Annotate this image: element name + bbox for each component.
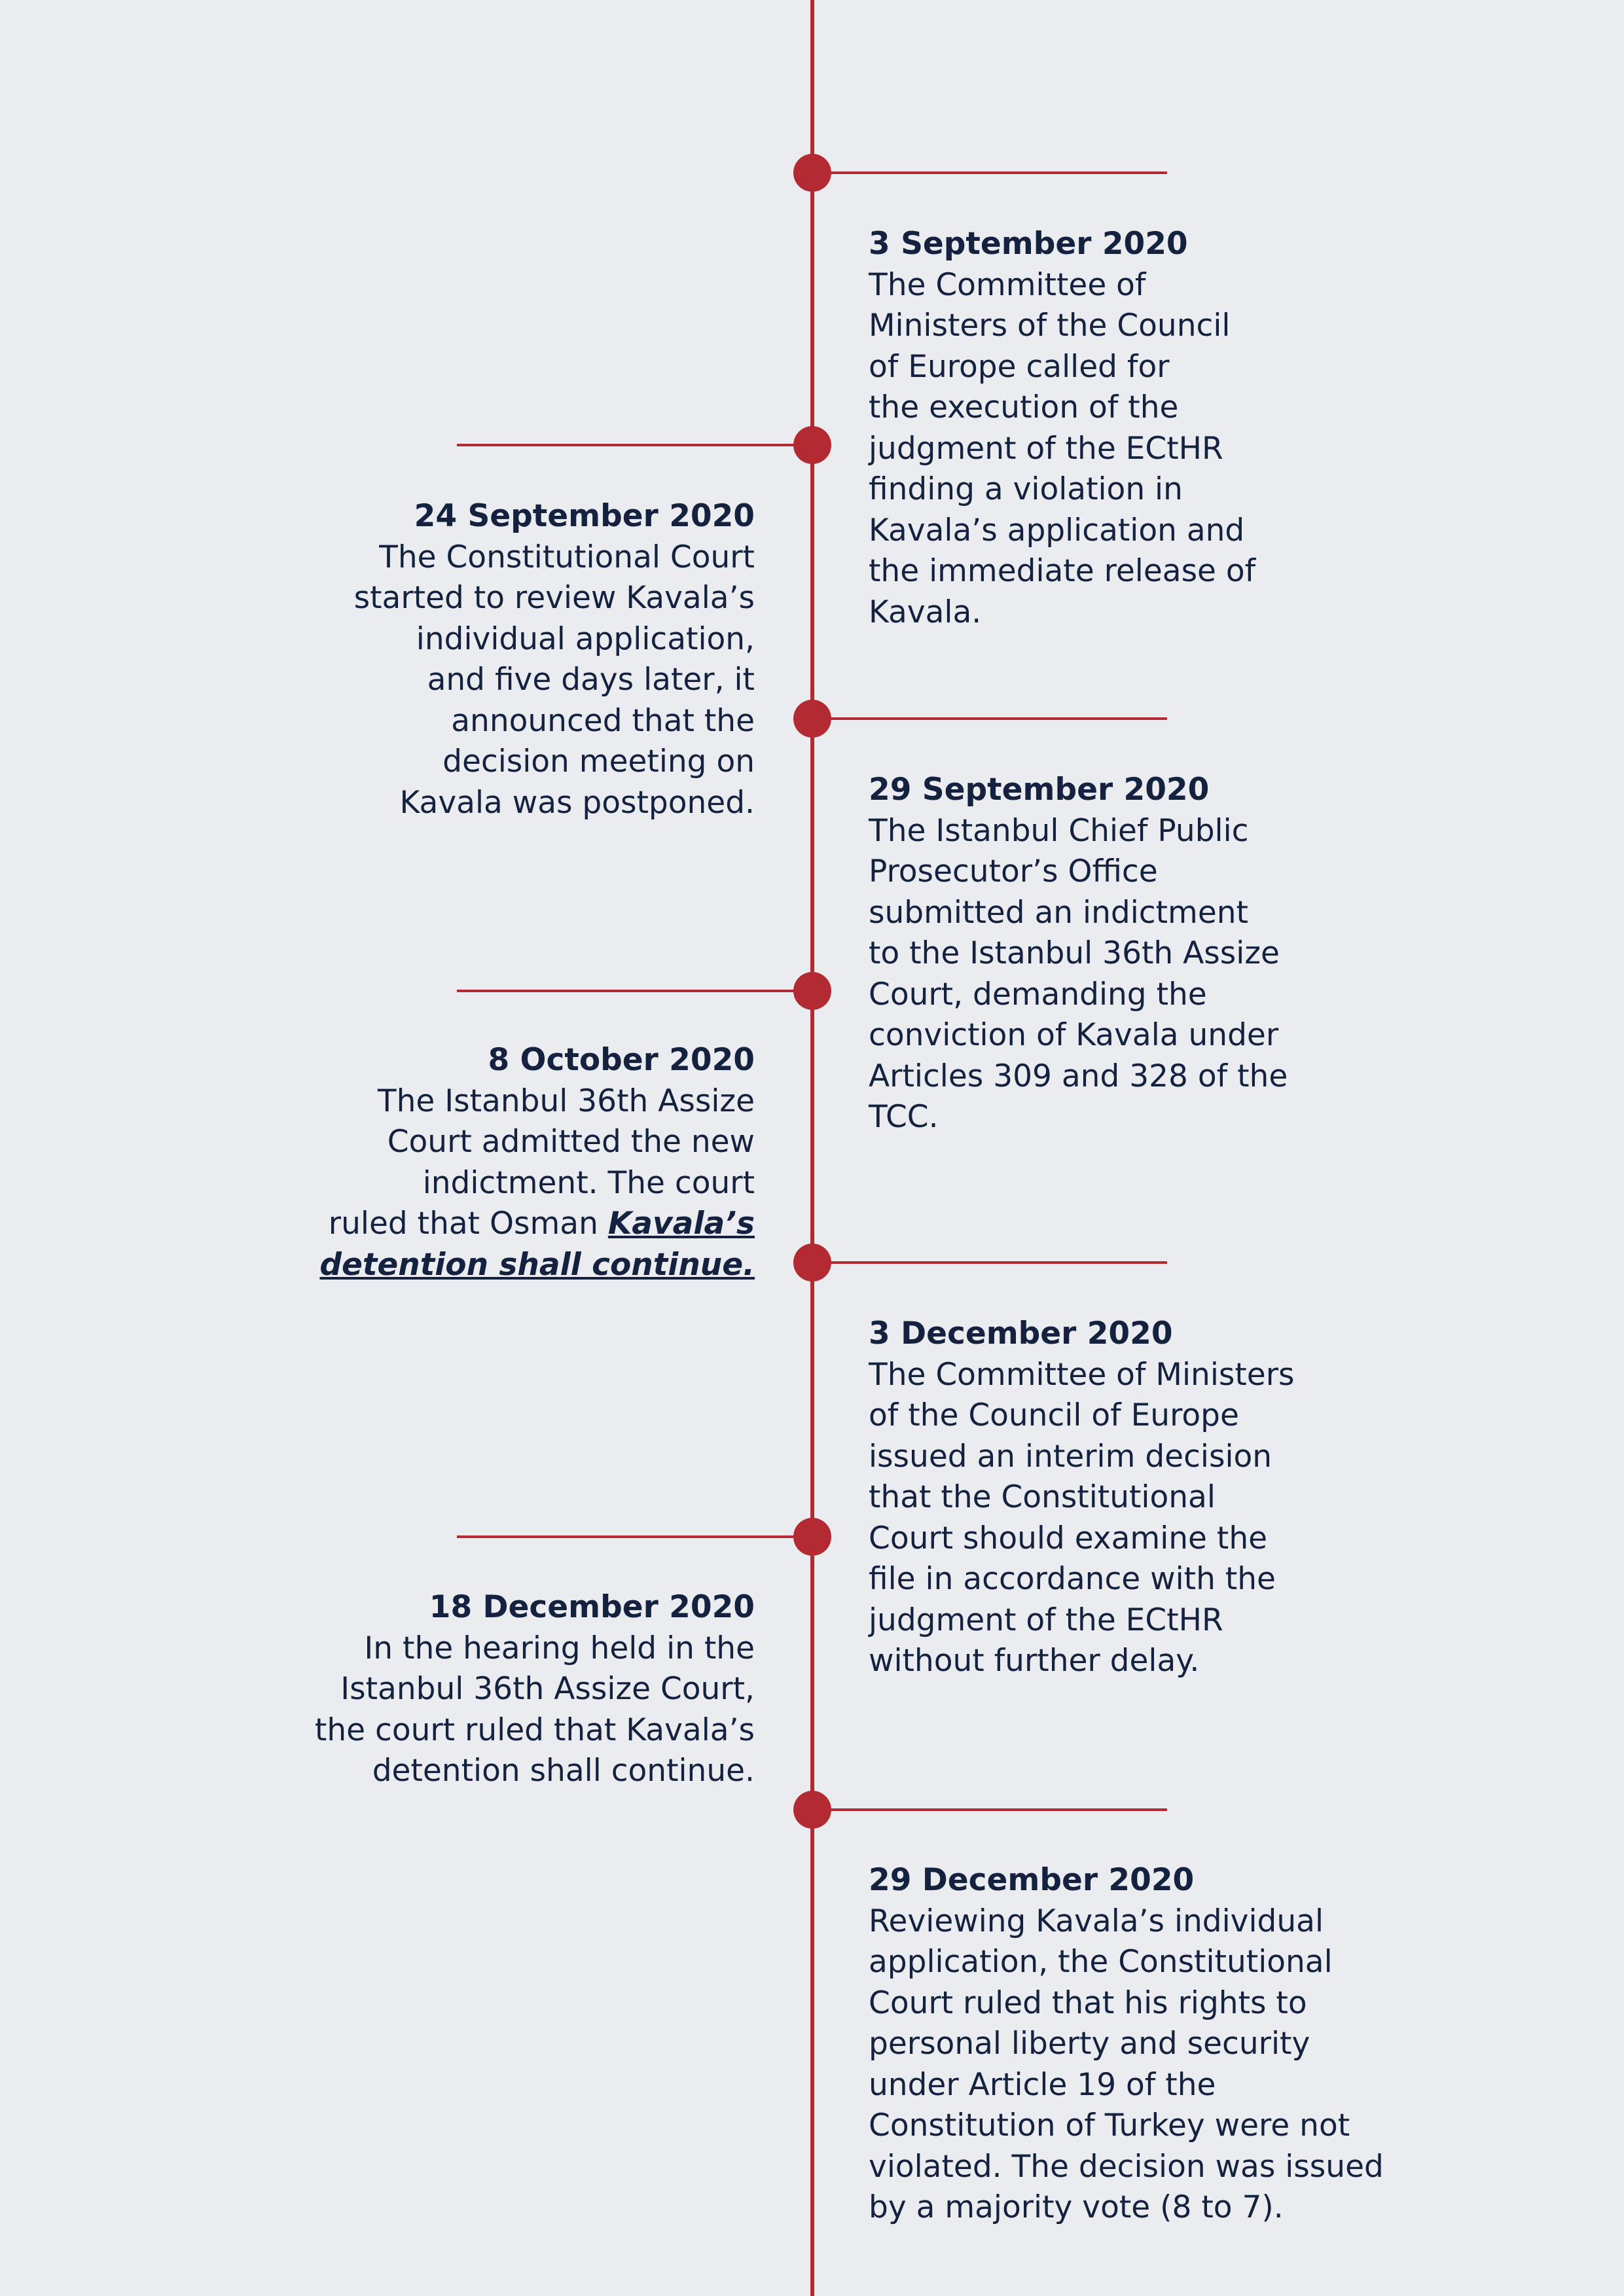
event-date: 18 December 2020 — [429, 1589, 755, 1625]
event-text-line: of the Council of Europe — [869, 1397, 1239, 1433]
event-date: 8 October 2020 — [488, 1042, 755, 1078]
event-text-line: detention shall continue. — [372, 1753, 755, 1789]
event-text-line: the court ruled that Kavala’s — [314, 1712, 755, 1748]
timeline-event-3-september-2020 — [869, 224, 1432, 633]
event-text-line: Reviewing Kavala’s individual — [869, 1903, 1324, 1939]
timeline-connector — [457, 990, 812, 992]
timeline-event-29-september-2020 — [869, 770, 1432, 1138]
timeline-connector — [812, 171, 1167, 174]
event-text-line: Istanbul 36th Assize Court, — [340, 1671, 755, 1707]
event-text-line: personal liberty and security — [869, 2026, 1310, 2062]
event-text-line: to the Istanbul 36th Assize — [869, 935, 1280, 971]
timeline-node — [793, 426, 831, 464]
event-text-line: Court should examine the — [869, 1520, 1268, 1556]
timeline-node — [793, 1244, 831, 1282]
event-text-line: Prosecutor’s Office — [869, 853, 1158, 889]
event-text-line: Kavala. — [869, 594, 982, 630]
event-text-line: under Article 19 of the — [869, 2066, 1216, 2103]
event-text-line: indictment. The court — [422, 1164, 755, 1201]
event-date: 3 September 2020 — [869, 226, 1188, 262]
event-text-line — [249, 1204, 755, 1245]
timeline-node — [793, 1791, 831, 1829]
event-text-line: finding a violation in — [869, 471, 1183, 507]
timeline-axis — [810, 0, 814, 2296]
event-text-line: Constitution of Turkey were not — [869, 2108, 1350, 2144]
timeline-event-18-december-2020 — [249, 1587, 755, 1792]
event-text-line: Kavala’s application and — [869, 512, 1245, 548]
timeline-connector — [457, 444, 812, 446]
timeline-event-8-october-2020 — [249, 1040, 755, 1285]
event-text-line: Court admitted the new — [387, 1124, 755, 1160]
event-text-line: the execution of the — [869, 389, 1179, 425]
event-text-line: Court ruled that his rights to — [869, 1984, 1307, 2021]
timeline-connector — [812, 717, 1167, 720]
event-text-line: announced that the — [451, 702, 755, 739]
timeline-node — [793, 972, 831, 1010]
event-text-line: individual application, — [416, 620, 755, 657]
event-text-line: conviction of Kavala under — [869, 1017, 1279, 1053]
timeline-connector — [812, 1808, 1167, 1811]
event-date: 3 December 2020 — [869, 1316, 1173, 1352]
timeline-event-3-december-2020 — [869, 1314, 1432, 1682]
event-text-line: the immediate release of — [869, 553, 1256, 589]
event-text-line: decision meeting on — [442, 744, 755, 780]
event-date: 29 September 2020 — [869, 772, 1210, 808]
event-text-line: The Committee of Ministers — [869, 1356, 1295, 1393]
event-text-line: that the Constitutional — [869, 1479, 1216, 1515]
timeline-event-29-december-2020 — [869, 1860, 1432, 2229]
event-text-line: TCC. — [869, 1099, 939, 1135]
event-text-line: Ministers of the Council — [869, 308, 1231, 344]
event-text-line: submitted an indictment — [869, 894, 1248, 931]
emphasized-text: detention shall continue. — [319, 1246, 755, 1283]
event-date: 24 September 2020 — [414, 498, 755, 534]
event-text-line: The Committee of — [869, 266, 1146, 303]
timeline-event-24-september-2020 — [249, 496, 755, 823]
timeline-connector — [812, 1261, 1167, 1264]
event-text-line: The Constitutional Court — [379, 539, 755, 575]
event-text-line: Articles 309 and 328 of the — [869, 1058, 1288, 1094]
event-date: 29 December 2020 — [869, 1862, 1195, 1898]
timeline-node — [793, 154, 831, 192]
timeline-node — [793, 700, 831, 738]
event-text-line: by a majority vote (8 to 7). — [869, 2189, 1284, 2225]
event-text-line: In the hearing held in the — [364, 1630, 755, 1666]
event-text-line: and five days later, it — [427, 662, 755, 698]
timeline-node — [793, 1518, 831, 1556]
event-text-line: of Europe called for — [869, 348, 1170, 385]
timeline-connector — [457, 1535, 812, 1538]
event-text-prefix: ruled that Osman — [328, 1206, 608, 1242]
event-text-line: application, the Constitutional — [869, 1944, 1333, 1980]
event-text-line: without further delay. — [869, 1643, 1200, 1679]
event-text-line: violated. The decision was issued — [869, 2148, 1384, 2185]
event-text-line: Kavala was postponed. — [399, 784, 755, 821]
event-text-line: judgment of the ECtHR — [869, 1602, 1223, 1638]
event-text-line: issued an interim decision — [869, 1438, 1272, 1475]
emphasized-text: Kavala’s — [607, 1206, 755, 1242]
event-text-line: Court, demanding the — [869, 976, 1207, 1013]
event-text-line: judgment of the ECtHR — [869, 430, 1223, 467]
event-text-line: started to review Kavala’s — [353, 580, 755, 616]
event-text-line: The Istanbul Chief Public — [869, 812, 1249, 849]
event-text-line: file in accordance with the — [869, 1561, 1276, 1597]
event-text-line: The Istanbul 36th Assize — [377, 1083, 755, 1119]
